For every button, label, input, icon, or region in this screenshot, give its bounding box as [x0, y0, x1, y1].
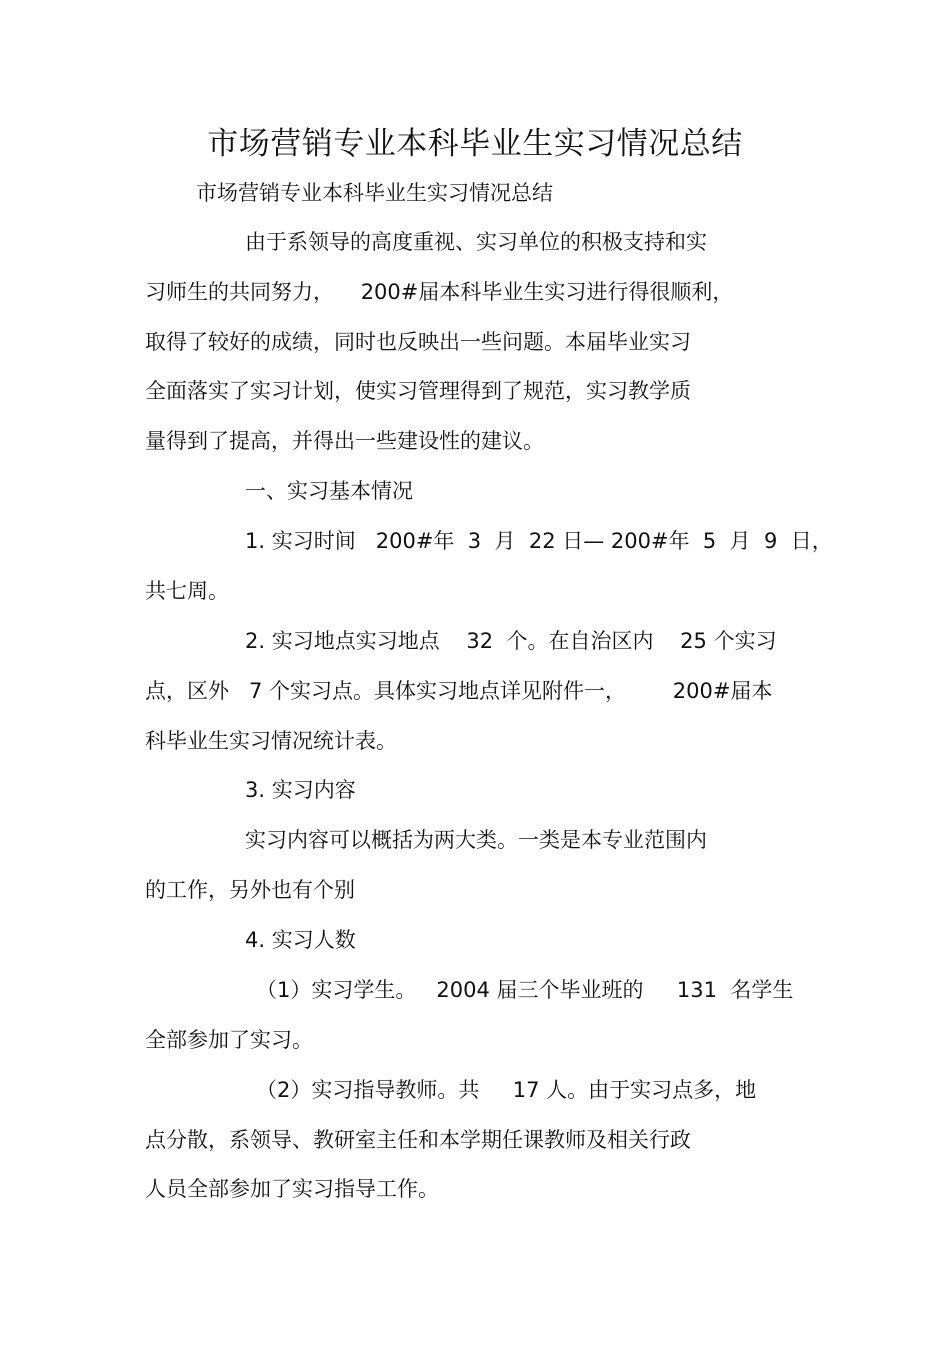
- subsection-heading: 3. 实习内容: [245, 778, 356, 802]
- section-heading: 一、实习基本情况: [245, 479, 413, 503]
- paragraph-line: 取得了较好的成绩，同时也反映出一些问题。本届毕业实习: [145, 330, 691, 354]
- paragraph-line: 2. 实习地点实习地点 32 个。在自治区内 25 个实习: [245, 629, 777, 653]
- paragraph-line: 由于系领导的高度重视、实习单位的积极支持和实: [245, 230, 707, 254]
- paragraph-line: 全面落实了实习计划，使实习管理得到了规范，实习教学质: [145, 379, 691, 403]
- paragraph-line: （1）实习学生。 2004 届三个毕业班的 131 名学生: [256, 978, 794, 1002]
- paragraph-line: 点分散，系领导、教研室主任和本学期任课教师及相关行政: [145, 1128, 691, 1152]
- paragraph-line: 点，区外 7 个实习点。具体实习地点详见附件一， 200#届本: [145, 679, 773, 703]
- document-subtitle: 市场营销专业本科毕业生实习情况总结: [196, 181, 553, 205]
- paragraph-line: 的工作，另外也有个别: [145, 878, 355, 902]
- paragraph-line: 实习内容可以概括为两大类。一类是本专业范围内: [245, 828, 707, 852]
- document-title: 市场营销专业本科毕业生实习情况总结: [207, 126, 743, 162]
- paragraph-line: 量得到了提高，并得出一些建设性的建议。: [145, 429, 544, 453]
- paragraph-line: 人员全部参加了实习指导工作。: [145, 1177, 439, 1201]
- paragraph-line: 1. 实习时间 200#年 3 月 22 日— 200#年 5 月 9 日，: [245, 529, 833, 553]
- subsection-heading: 4. 实习人数: [245, 928, 356, 952]
- paragraph-line: 科毕业生实习情况统计表。: [145, 729, 397, 753]
- paragraph-line: （2）实习指导教师。共 17 人。由于实习点多，地: [256, 1078, 757, 1102]
- paragraph-line: 全部参加了实习。: [145, 1028, 313, 1052]
- paragraph-line: 习师生的共同努力， 200#届本科毕业生实习进行得很顺利，: [145, 280, 734, 304]
- paragraph-line: 共七周。: [145, 579, 229, 603]
